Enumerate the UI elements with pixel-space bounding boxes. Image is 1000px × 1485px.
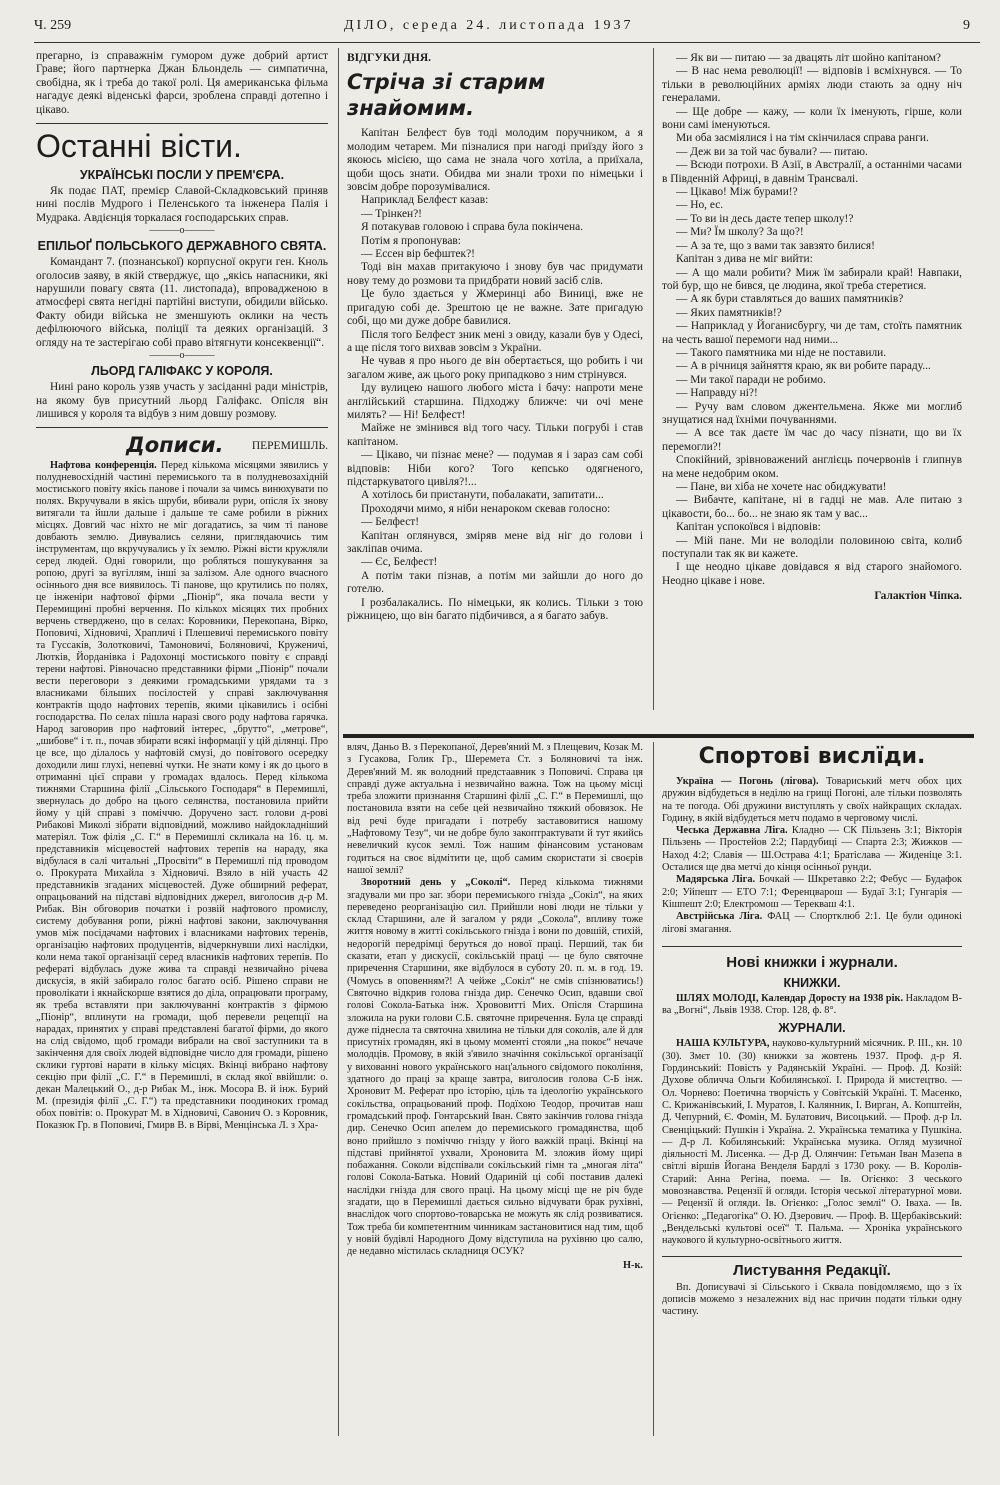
column-2-top [347, 52, 643, 623]
paragraph: — Цікаво! Між бурами!? [676, 186, 798, 199]
paragraph: — Ессен вір бефштек?! [361, 248, 475, 261]
latest-news-heading: Останні вісти. [36, 128, 242, 165]
column-3-top [662, 52, 962, 604]
sports-item [662, 776, 962, 825]
paragraph: — В нас нема революції! — відповів і всміхнувся. — То тільки в революційних арміях люди стають за одну ніч генералами. [662, 65, 962, 105]
dopysy-article [36, 460, 328, 1132]
paragraph: Спокійний, зрівноважений англієць почервонів і глипнув на мене недобрим оком. [662, 454, 962, 480]
paragraph: Капітан успокоївся і відповів: [676, 521, 821, 534]
paragraph: Тоді він махав притакуючо і знову був час придумати нову тему до розмови та придбрати новий засіб слів. [347, 261, 643, 287]
paragraph: — А що мали робити? Миж їм забирали край! Навпаки, той бур, що не бився, це людина, якої треба стеретися. [662, 266, 962, 292]
column-rule [653, 48, 654, 710]
paragraph: Я потакував головою і справа була покінчена. [361, 221, 584, 234]
divider: ———o——— [149, 350, 215, 362]
column-rule [653, 742, 654, 1436]
paragraph: — То ви ін десь даєте тепер школу!? [676, 212, 854, 225]
paragraph: — Яких памятників!? [676, 306, 782, 319]
journal-details: науково-культурний місячник. Р. III., кн. 10 (30). Змєт 10. (30) книжки за жовтень 1937. Проф. д-р Я. Гординський: Повість у Радянській Україні. — Проф. Д. Козій: Духове обличча Ольги Кобилянської. І. Природа й мистецтво. — Ол. Чорнево: Поетична творчість у Совітській Україні. Т. Масенко, С. Крижанівський, І. Муратов, І. Калянник, І. Вирган, А. Копштейн, Д. Чепурний, Є. Фомін, М. Булатович, Висоцький. — Проф. д-р Іл. Свенціцький: Пушкін і Україна. 2. Українська тематика у Пушкіна. — Д-р Л. Кобилянський: Українська музика. Огляд музичної діяльності М. Лисенка. — Д-р Д. Олянчин: Гетьман Іван Мазепа в світлі віршів Йогана Венделя Бардлі з 1730 року. — В. Королів-Старий: Анна Регіна, поема. — Ів. Огієнко: З чеського мовознавства. Рецензії й огляди. Історія чеської літературної мови. — Рецензії й огляди. Ів. Огієнко: „Голос землі“ О. Іваха. — Ів. Огієнко: „Педагогіка“ О. Ю. Дзерович. — Проф. В. Щербаківський: „Вендельські культові осеї“ Т. Пальма. — Хроніка українського наукового й культурно-освітнього життя. [662, 1038, 962, 1247]
divider [662, 1256, 962, 1257]
journals-subheading: ЖУРНАЛИ. [778, 1021, 846, 1036]
paragraph: — Всюди потрохи. В Азії, в Австралії, а останніми часами в Південній Африці, в давнім Трансвалі. [662, 159, 962, 185]
page-number-right: 9 [963, 18, 970, 33]
paragraph: — Такого памятника ми ніде не поставили. [676, 346, 887, 359]
journal-entry [662, 1038, 962, 1247]
paragraph: Після того Белфест зник мені з овиду, казали був у Одесі, а ще після того вихвав зовсім з України. [347, 328, 643, 354]
feuilleton-body [347, 127, 643, 623]
paragraph: Капітан з дива не міг вийти: [676, 253, 813, 266]
paragraph: — Белфест! [361, 516, 420, 529]
book-details: Накладом В-ва „Вогні“, Львів 1938. Стор. 128, ф. 8°. [662, 992, 963, 1017]
column-3-bottom [662, 742, 962, 1318]
sokil-text: Перед кількома тижнями згадували ми про заг. збори перемиського гнізда „Сокіл“, на яких переведено реорганізацію сил. Прийшли нові люди не тільки у склад Старшини, але й загалом у ряди „Сокола“, впливу тоже життя новому в житті сокільського гнізда і вони по довшій, стихій, недорогій передрімці беруться до нової праці. Перший, так би сказати, етап у дискусії, сокільській праці — це було святочне приречення Старшини, яке відбулося в суботу 20. п. м. в год. 19. (Чомусь в оповенням?! А чейже „Сокіл“ не смів спізнюватись!) Святочно відкрив голова гнізда дир. Сенечко Осип, вдавши свої голові Сокола-Батька інж. Хрововитті Мих. Опісля Старшина зложила на руки голови С.Б. святочне приречення. Була це справді дуже піднесла та святочна хвилина не тільки для соколів, але й для присутніх громадян, які в цьому моменті стояли „на покоє“ нечаче молодців. Промову, в якій з'явило значіння сокільської організації у вихованні нового українського нац'ального свідомого покоління, здатного до праці за краще завтра, виголосив голова С-Б інж. Хроновит М. Реферат про історію, ціль та ідеологію українського сокільства, опрацьований проф. Подїхою Теодор, прочитав наш громадський проф. Гонтарський Іван. Свято закінчив голова гнізда дир. Сенечко Осип апелем до перемиського громадянства, щоб воно прийшло з поміччю гнізду у його важкій праці. Вкінці на підставі прийнятої ухвали, Хроновита М. зложив йому щирі побажання. Соколи відспівали сокільський гімн та „многая літа“ голові Сокола-Батька. Новий Одариній ці собі поставив далекі наслідки гнізда для свого праці. На цьому місці ще не річ буде згадати, що в Перемишлі дається сильно відчувати брак рухівні, внаслідок чого спортово-товарська не можуть як слід розвиватися. Тож треба би компетентним чинникам застановитися над тим, щоб у новій будівлі Народного Дому відступила на рухівню цю салю, де недавно містилась складниця ОСУК? [347, 877, 643, 1258]
paragraph: — Ми такої паради не робимо. [676, 373, 826, 386]
sokil-article [347, 877, 643, 1258]
book-entry [662, 993, 962, 1018]
book-title: ШЛЯХ МОЛОДІ, Календар Доросту на 1938 рік. [676, 992, 904, 1004]
paragraph: Іду вулицею нашого любого міста і бачу: напроти мене англійський старшина. Підходжу ближче: чи очі мене милять? — Ні! Белфест! [347, 382, 643, 421]
author-signature: Галактіон Чіпка. [874, 590, 962, 603]
sports-text: Кладно — СК Пільзень 3:1; Вікторія Пільзень — Простейов 2:2; Пардубиці — Спарта 2:3; Жижков — Наход 4:2; Славія — Ш.Острава 4:1; Братіслава — Жиденіце 3:1. Осталися ще два метчі до кінця осінньої рунди. [662, 825, 962, 874]
dopysy-text: Перед кількома місяцями зявились у полудневосхідній частині перемиського та в полудневозахідній мостиського повіту якісь панове і почали за чимсь винюхувати по полях. Вкручували в якісь шруби, вбивали рури, опісля їх знову витягали та йшли дальше і дальше те саме робили в ріжних місцях. Довгий час ніхто не міг догадатись, за чим ті панове довбають землю. Дивувались селяни, приглядаючись тим інструментам, що вкручувались у їх землю. Ріжні вісти кружляли серед людей. Одні говорили, що робляться пошукування за ропою, другі за вугіллям, інші за залізом. Але одного вчасного осіннього дня все виявилось. Ті панове, що крутились по полях, це інженіри нафтової фірми „Піонір“, яка почала вести у Перемищині пробні верчення. По кількох місяцях тих пробних верчень стверджено, що в селах: Коровники, Перекопана, Вірко, Поповичі, Хідновичі, Храпличі і Плешевичі перемиського повіту та Гуссаків, Золотковичі, Тамоновичі, Боляновичі, Круженичі, Лютків, Йорданівка і Радохонці мостиського повіту є справді терени нафтові. Рівночасно представники фірми „Піонір“ почали вести переговори з деякими громадськими урядами та з власниками більших посілостей у справі заключування контрактів щодо нафтових терепів, якими цікавились і осібні господарства. По селах пішла наразі свого роду нафтова гарячка. Народ заговорив про нафтовий інтерес, „брутто“, „метрове“, „шибове“ і т. п., почав збирати всякі інформації у цій ділянці. Про це все, що ділалось у нафтовій смузі, до повітового осередку доходили лиш глухі, непевні чутки. Не знати кому і як до цього в отриманні цієї справи у громадах вдалось. Перед кількома тижнями Старшина філії „Сільського Господаря“ в Перемишлі, звернулась до добро на цього селянства, постановила прийти йому у цій справі з поміччю. Доручено заст. голови д-рові Рибакові Миколі зібрати відповідний, можливо найдокладніший матеріял. Тож філія „С. Г.“ в Перемишлі скликала на 16. ц. м. представників місцевостей нафтових терепів на нараду, яка відбулася в салі читальні „Просвіти“ в Перемишлі під проводом о. Прокурата Михайла з Хідновичі. Взяло в ній участь 42 представників згаданих місцевостей. Дуже обширний реферат, опрацьований на підставі відповідних джерел, виголосив д-р М. Рибак. Він обговорив початки і розвій нафтового промислу, систему добування ропи, ріжні нафтові закони, заключування умов між посідачами нафтових і власниками нафтових теренів, організацію нафтових продуцентів, відчеркнувши лихі наслідки, коли нема такої організації серед власників нафтових терепів. По рефераті відбулась дуже жива та справді незвичайно річева дискусія, в якій забирало голос багато осіб. Рішено справи не проволікати і якнайскорше взятися до діла, опрацювати програму, як треба вставляти при заключуванні контрактів з фірмою „Піонір“, вплинути на громади, щоб перевели рецепції на нарадах, принятих у справі представлені багатої фірми, до якого на слід свідомо, щоб громади вибрали на свої заступники та в закінчення для своїх людей відповідне число для громади, рішено склики гуртові нарати в кільку місцях. Вкінці вибрано нафтову секцію при філії „С. Г.“ в Перемишлі, в склад якої ввійшли: о. декан Малецький О., д-р Рибак М., інж. Мосора В. й інж. Бурий М. (президія філії „С. Г.“) та представники поодиноких громад обох повітів: о. Прокурат М. в Хідновичі, Савонич О. з Коровник, Показюк Гр. в Поповичі, Гмирв В. в Вірві, Менцінська Л. з Хра- [36, 460, 329, 1132]
masthead: ДІЛО, середа 24. листопада 1937 [344, 18, 634, 33]
paragraph: — Деж ви за той час бували? — питаю. [676, 145, 868, 158]
paragraph: Капітан оглянувся, зміряв мене від ніг до голови і закліпав очима. [347, 529, 643, 555]
sports-item [662, 874, 962, 911]
paragraph: — Ще добре — кажу, — коли їх іменують, гірше, коли вони самі іменуються. [662, 105, 962, 132]
books-subheading: КНИЖКИ. [783, 975, 841, 990]
paragraph: І розбалакались. По німецьки, як колись. Тільки з тою ріжницею, що він багато підбичився, а я багато забув. [347, 596, 643, 623]
film-review-continuation: прегарно, із справажнім гумором дуже добрий артист Граве; його партнерка Джан Бльондель — симпатична, свобідна, як і треба до такої ролі. Ця американська фільма нагадує деякі віденські фарси, зроблена справді дотепно і цікаво. [36, 50, 328, 116]
news-2-text: Командант 7. (познанської) корпусної округи ген. Кноль оголосив заяву, в якій стверджує, що „якісь напасники, які нарушили повагу свята (11. листопада), впровадженою в атмосфері свята негідні партійні виступи, обидили військо. Факту обиди війська не зменшують оклики на честь дефілюючого війська, поліції та деяких організацій. З огляду на те застерігаю собі право вітягнути консеквенції“. [36, 256, 328, 349]
paragraph: — А в річниця зайняття краю, як ви робите параду... [676, 360, 931, 373]
sports-lead: Чеська Державна Ліга. [676, 825, 788, 837]
letters-text: Вп. Дописувачі зі Сільського і Сквала повідомляємо, що з їх дописів можемо з незалежних від нас причин подати тільки одну частину. [662, 1281, 962, 1318]
sports-text: Товариський метч обох цих дружин відбудеться в неділю на грищі Погоні, але тільки позволять на те погода. Обі дружини виступлять у своїх найкращих складах. Годину, в якій відбудеться метч подамо в черговому числі. [662, 776, 962, 824]
sports-text: Бочкай — Шкретавко 2:2; Фебус — Будафок 2:0; Уйпешт — ЕТО 7:1; Ференцварош — Будаї 3:1; Гунгарія — Кішпешт 2:0; Електромош — Терекваш 4:1. [662, 874, 962, 910]
page-header [34, 18, 970, 40]
books-heading: Нові книжки і журнали. [726, 953, 898, 971]
letters-heading: Листування Редакції. [733, 1261, 891, 1279]
paragraph: — А все так даєте їм час до часу пізнати, що ви їх перемогли?! [662, 427, 962, 453]
paragraph: Не чував я про нього де він обертається, що робить і чи загалом живе, аж цього року припадково з ним стрінувся. [347, 355, 643, 381]
paragraph: Капітан Белфест був тоді молодим поручником, а я молодим четарем. Ми пізналися при нагоді приїзду його з якоюсь місією, що сама не знала чого хотіла, а приїхала, щоби щось знати. Обидва ми знали трохи по німецьки і зовсім добре порозумівалися. [347, 127, 643, 194]
news-1-title: УКРАЇНСЬКІ ПОСЛИ У ПРЕМ'ЄРА. [79, 168, 285, 183]
feuilleton-title: Стріча зі старим знайомим. [347, 70, 546, 121]
paragraph: Ми оба засміялися і на тім скінчилася справа ранги. [676, 132, 929, 145]
divider: ———o——— [149, 225, 215, 237]
header-rule [34, 42, 980, 43]
dopysy-signature: Н-к. [623, 1260, 643, 1272]
paragraph: А хотілось би пристанути, побалакати, запитати... [361, 489, 604, 502]
sports-lead: Україна — Погонь (лігова). [676, 776, 819, 787]
paragraph: — Трінкен?! [361, 207, 422, 220]
section-rule [343, 734, 974, 738]
paragraph: Проходячи мимо, я ніби ненароком скевав голосно: [361, 502, 611, 515]
paragraph: — Ми? Їм школу? За що?! [676, 226, 804, 239]
paragraph: — Мій пане. Ми не володіли половиною світа, колиб поступали так як ви кажете. [662, 534, 962, 561]
sports-lead: Мадярська Ліга. [676, 874, 756, 886]
paragraph: — Но, ес. [676, 199, 724, 212]
divider [662, 946, 962, 947]
sokil-lead: Зворотний день у „Соколі“. [361, 877, 511, 889]
paragraph: Майже не змінився від того часу. Тільки погрубі і став капітаном. [347, 422, 643, 448]
paragraph: — Ручу вам словом джентельмена. Якже ми моглиб знущатися над їхніми почуваннями. [662, 400, 962, 426]
sports-lead: Австрійська Ліга. [676, 911, 763, 923]
news-1-text: Як подає ПАТ, премієр Славой-Складковський приняв нині послів Мудрого і Пеленського та інженера Палія і Мудрака. Авдієнція торкалася господарських справ. [36, 185, 328, 224]
dopysy-continuation: вляч, Даньо В. з Перекопаної, Дерев'яний М. з Плещевич, Козак М. з Гусакова, Голик Гр., Шеремета Ст. з Боляновичі та інж. Дерев'яний М. як володний предстаавник з Поповичі. Справа ця справді дуже актуальна і незвичайно важна. Тож на цьому місці треба зложити признання Старшині філії „С. Г.“ в Перемишлі, що постановила взяти на себе цей незвичайно тяжкий обовязок. Не від речі буде пригадати і потребу заставовитися нашому „Нафтовому Тезу“, чи не добре було закоптрактувати й тут якийсь невеличкий кусок землі. Тож нашим фінансовим установам годиться на своє відмітити це, щоб самим скористати зі своєрів нашої землі? [347, 742, 643, 876]
news-3-title: ЛЬОРД ГАЛІФАКС У КОРОЛЯ. [91, 364, 273, 379]
sports-item [662, 911, 962, 936]
sports-text: ФАЦ — Спортклюб 2:1. Це були одинокі лігові змагання. [662, 911, 963, 935]
divider [36, 123, 328, 124]
paragraph: — Направду ні?! [676, 387, 758, 400]
paragraph: — Єс, Белфест! [361, 556, 438, 569]
paragraph: — Наприклад у Йоганисбургу, чи де там, стоїть памятник на честь вашої перемоги над ними... [662, 320, 962, 346]
journal-title: НАША КУЛЬТУРА, [676, 1038, 770, 1050]
paragraph: А потім таки пізнав, а потім ми зайшли до ного до готелю. [347, 569, 643, 596]
sports-heading: Спортові вислїди. [698, 744, 926, 769]
paragraph: — Пане, ви хіба не хочете нас обиджувати! [676, 481, 887, 493]
paragraph: Наприклад Белфест казав: [361, 194, 489, 207]
paragraph: І ще неодно цікаве довідався я від старого знайомого. Неодно цікаве і нове. [662, 561, 962, 587]
sports-item [662, 825, 962, 874]
news-2-title: ЕПІЛЬОҐ ПОЛЬСЬКОГО ДЕРЖАВНОГО СВЯТА. [37, 239, 327, 254]
column-1 [36, 50, 328, 1132]
paragraph: Потім я пропонував: [361, 234, 461, 247]
page-number-left: Ч. 259 [34, 18, 72, 33]
divider [36, 427, 328, 428]
dopysy-header [36, 432, 328, 460]
feuilleton-kicker: ВІДГУКИ ДНЯ. [347, 52, 432, 64]
feuilleton-continuation [662, 52, 962, 588]
column-rule [338, 48, 339, 1436]
paragraph: — А як бури ставляться до ваших памятників? [676, 293, 904, 306]
paragraph: Це було здається у Жмеринці або Виниці, вже не пригадую собі де. Зрештою це не важне. Зате пригадую собі, що ми дуже добре бавилися. [347, 288, 643, 328]
paragraph: — Цікаво, чи пізнає мене? — подумав я і зараз сам собі відповів: Ніби кого? Того кепсько одягненого, підстаркуватого цивіля?!... [347, 449, 643, 488]
dopysy-heading: Дописи. [126, 433, 224, 458]
paragraph: — Вибачте, капітане, ні в гадці не мав. Але питаю з цікавости, бо... бо... не знаю як там у вас... [662, 494, 962, 520]
paragraph: — Як ви — питаю — за двацять літ шойно капітаном? [676, 52, 941, 64]
dopysy-lead: Нафтова конференція. [50, 460, 157, 472]
column-2-bottom [347, 742, 643, 1273]
paragraph: — А за те, що з вами так завзято билися! [676, 239, 875, 252]
dopysy-place: ПЕРЕМИШЛЬ. [251, 440, 328, 453]
news-3-text: Нині рано король узяв участь у засіданні ради міністрів, на якому був присутний льорд Галіфакс. Опісля він лишився у короля та відбув з ним довшу розмову. [36, 381, 328, 420]
